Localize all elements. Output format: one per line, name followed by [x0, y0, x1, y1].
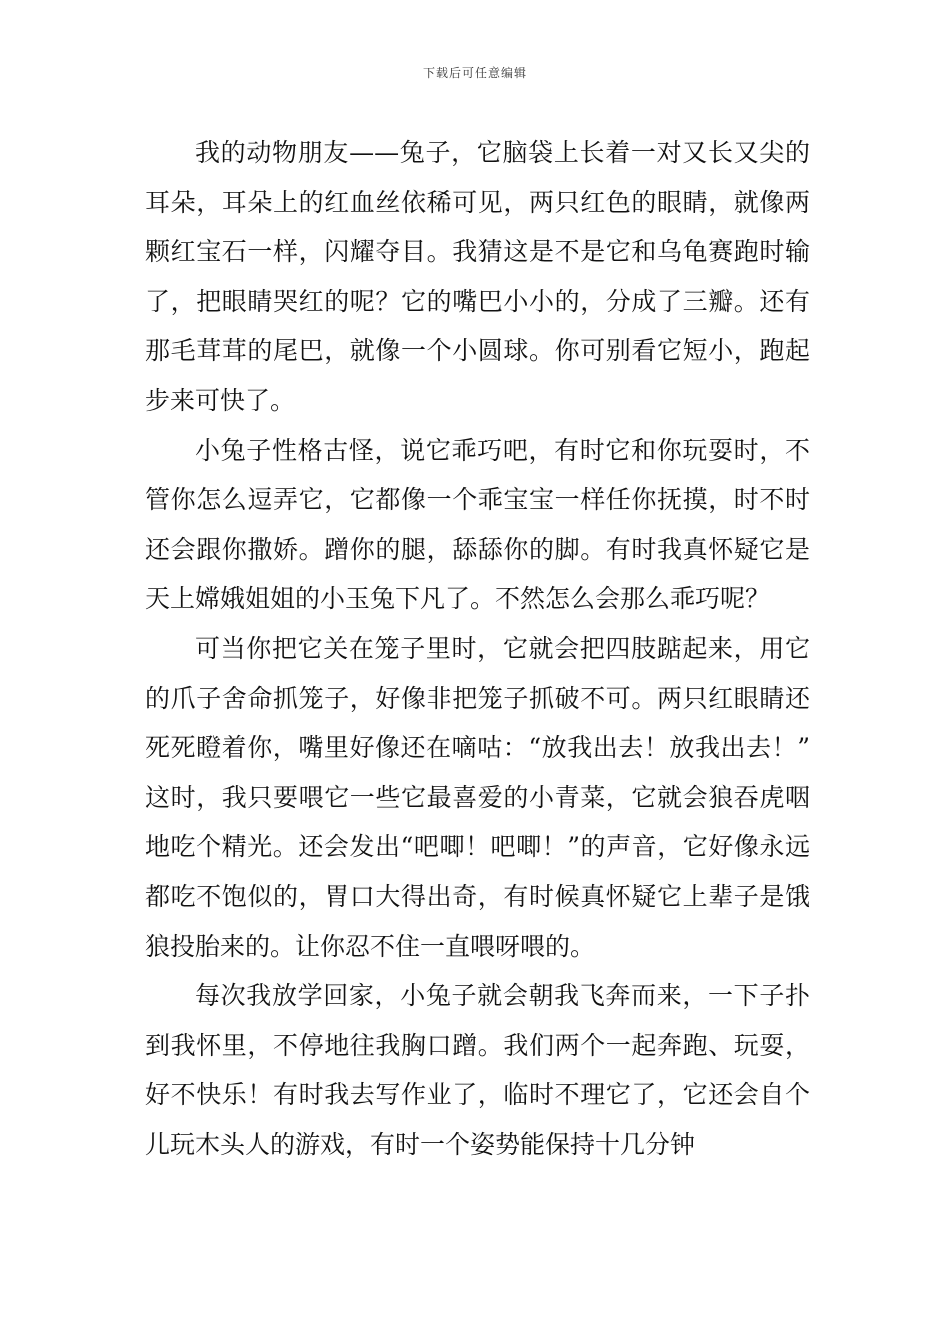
- page-header: 下载后可任意编辑: [422, 66, 527, 80]
- paragraph-1: 我的动物朋友——兔子，它脑袋上长着一对又长又尖的耳朵，耳朵上的红血丝依稀可见，两只红色的眼睛，就像两颗红宝石一样，闪耀夺目。我猜这是不是它和乌龟赛跑时输了，把眼睛哭红的呢？它的嘴巴小小的，分成了三瓣。还有那毛茸茸的尾巴，就像一个小圆球。你可别看它短小，跑起步来可快了。: [145, 138, 810, 415]
- paragraph-2: 小兔子性格古怪，说它乖巧吧，有时它和你玩耍时，不管你怎么逗弄它，它都像一个乖宝宝一样任你抚摸，时不时还会跟你撒娇。蹭你的腿，舔舔你的脚。有时我真怀疑它是天上嫦娥姐姐的小玉兔下凡了。不然怎么会那么乖巧呢？: [145, 435, 810, 614]
- paragraph-3: 可当你把它关在笼子里时，它就会把四肢踮起来，用它的爪子舍命抓笼子，好像非把笼子抓破不可。两只红眼睛还死死瞪着你，嘴里好像还在嘀咕：“放我出去！放我出去！”这时，我只要喂它一些它最喜爱的小青菜，它就会狼吞虎咽地吃个精光。还会发出“吧唧！吧唧！”的声音，它好像永远都吃不饱似的，胃口大得出奇，有时候真怀疑它上辈子是饿狼投胎来的。让你忍不住一直喂呀喂的。: [145, 633, 810, 961]
- document-body: [145, 128, 810, 1169]
- paragraph-4: 每次我放学回家，小兔子就会朝我飞奔而来，一下子扑到我怀里，不停地往我胸口蹭。我们两个一起奔跑、玩耍，好不快乐！有时我去写作业了，临时不理它了，它还会自个儿玩木头人的游戏，有时一个姿势能保持十几分钟: [145, 981, 810, 1159]
